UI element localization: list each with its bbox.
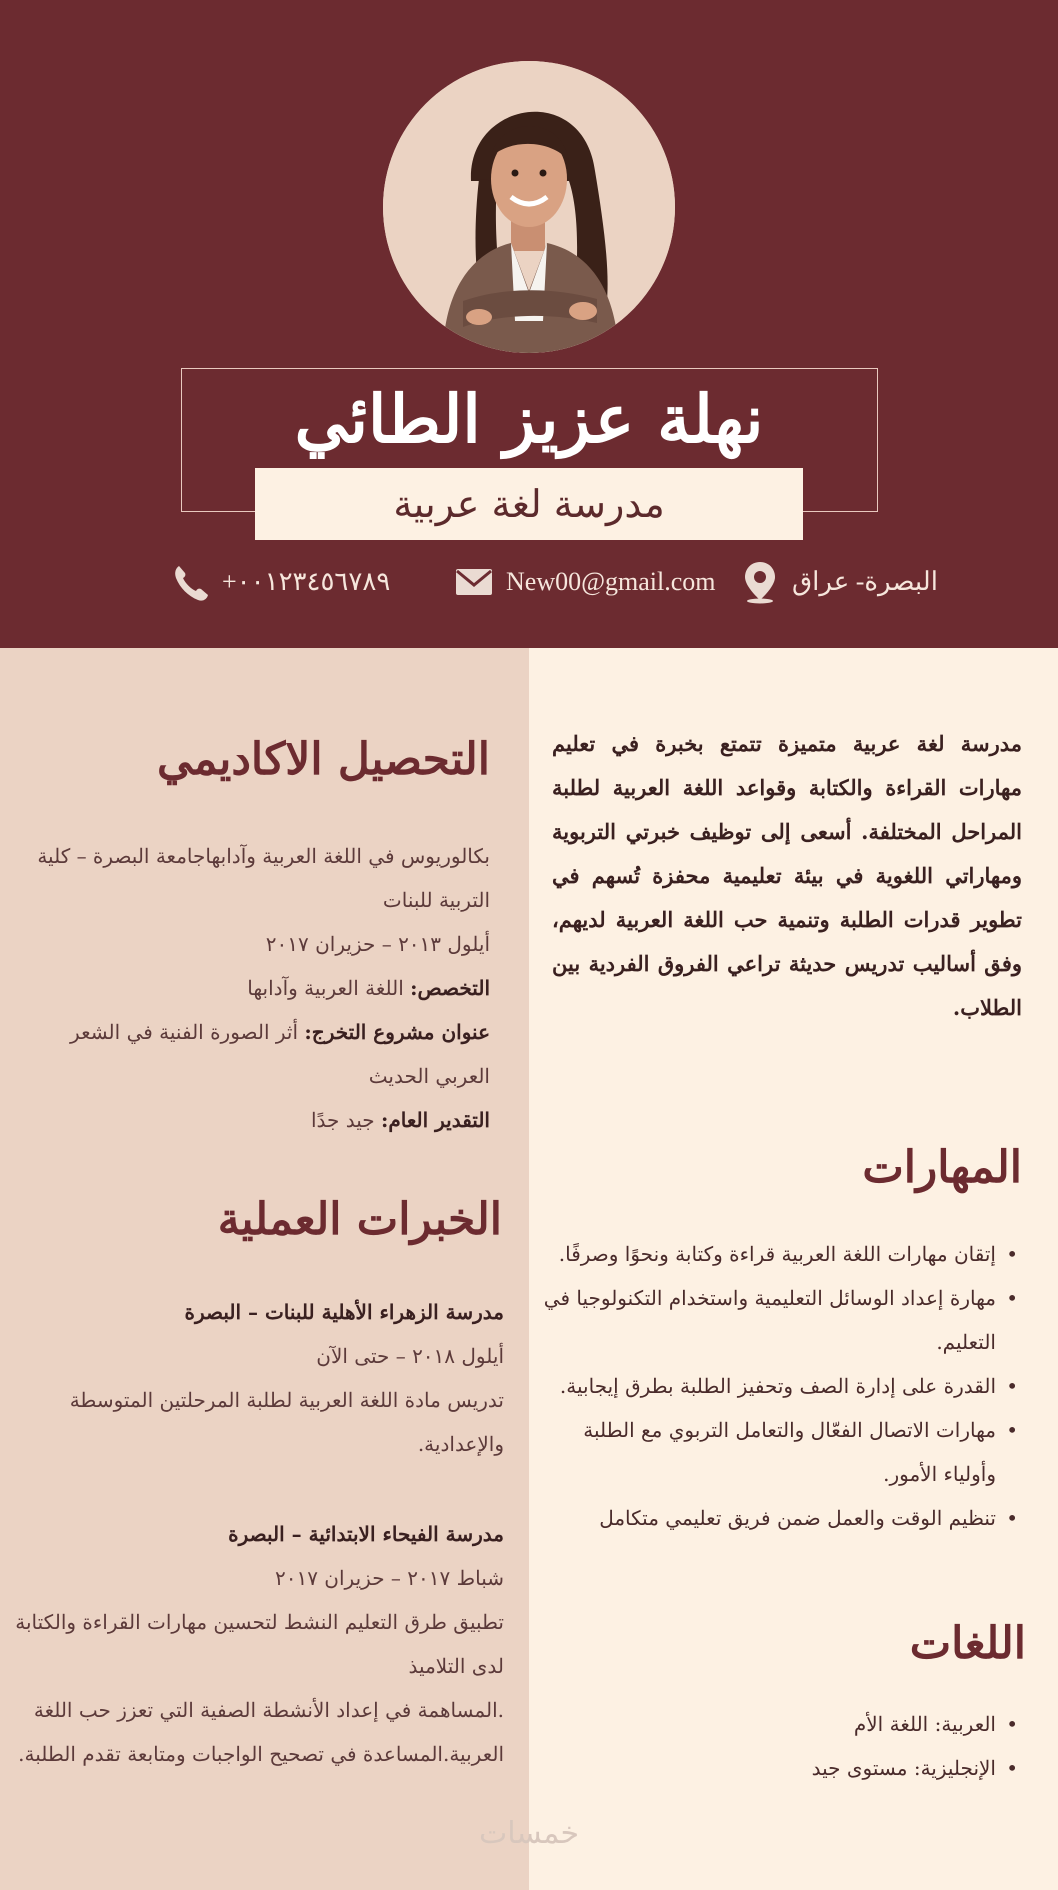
- profile-photo: [383, 61, 675, 353]
- major-value: اللغة العربية وآدابها: [247, 976, 404, 1000]
- email-text[interactable]: New00@gmail.com: [506, 567, 716, 596]
- languages-heading: اللغات: [909, 1618, 1026, 1669]
- grade-label: التقدير العام:: [380, 1108, 490, 1132]
- experience-block: [14, 1290, 504, 1776]
- contact-row: [0, 552, 1058, 612]
- location-text: البصرة- عراق: [792, 567, 938, 596]
- skill-item: • إتقان مهارات اللغة العربية قراءة وكتابة ونحوًا وصرفًا.: [532, 1232, 1022, 1276]
- person-portrait-icon: [383, 61, 675, 353]
- skill-item: • مهارة إعداد الوسائل التعليمية واستخدام التكنولوجيا في التعليم.: [532, 1276, 1022, 1364]
- project-line: [20, 1010, 490, 1098]
- language-item: • العربية: اللغة الأم: [532, 1702, 1022, 1746]
- project-label: عنوان مشروع التخرج:: [304, 1020, 490, 1044]
- job-title: مدرسة لغة عربية: [255, 468, 803, 540]
- job-description: تطبيق طرق التعليم النشط لتحسين مهارات القراءة والكتابة لدى التلاميذ: [15, 1610, 504, 1678]
- skill-item: • تنظيم الوقت والعمل ضمن فريق تعليمي متكامل: [532, 1496, 1022, 1540]
- envelope-icon: [454, 560, 494, 604]
- major-line: [20, 966, 490, 1010]
- education-block: [20, 834, 490, 1142]
- watermark-logo: خمسات: [478, 1816, 580, 1851]
- profile-summary: مدرسة لغة عربية متميزة تتمتع بخبرة في تعليم مهارات القراءة والكتابة وقواعد اللغة العربية لطلبة المراحل المختلفة. أسعى إلى توظيف خبرتي التربوية ومهاراتي اللغوية في بيئة تعليمية محفزة تُسهم في تطوير قدرات الطلبة وتنمية حب اللغة العربية لديهم، وفق أساليب تدريس حديثة تراعي الفروق الفردية بين الطلاب.: [552, 731, 1022, 1020]
- major-label: التخصص:: [410, 976, 490, 1000]
- contact-phone[interactable]: [170, 552, 390, 612]
- phone-text[interactable]: +٠٠١٢٣٤٥٦٧٨٩: [222, 567, 391, 596]
- grade-value: جيد جدًا: [310, 1108, 375, 1132]
- job-employer: مدرسة الزهراء الأهلية للبنات – البصرة: [184, 1300, 504, 1324]
- job-dates: شباط ٢٠١٧ – حزيران ٢٠١٧: [274, 1566, 504, 1590]
- job-dates: أيلول ٢٠١٨ – حتى الآن: [316, 1344, 504, 1368]
- skills-list: [532, 1232, 1022, 1540]
- skills-heading: المهارات: [862, 1142, 1022, 1193]
- job-employer: مدرسة الفيحاء الابتدائية – البصرة: [228, 1522, 504, 1546]
- header-banner: [0, 0, 1058, 648]
- experience-heading: الخبرات العملية: [217, 1194, 502, 1245]
- skill-item: • مهارات الاتصال الفعّال والتعامل التربوي مع الطلبة وأولياء الأمور.: [532, 1408, 1022, 1496]
- contact-location: [740, 552, 938, 612]
- grade-line: [20, 1098, 490, 1142]
- language-item: • الإنجليزية: مستوى جيد: [532, 1746, 1022, 1790]
- job-description: .المساهمة في إعداد الأنشطة الصفية التي تعزز حب اللغة العربية.المساعدة في تصحيح الواجبات ومتابعة تقدم الطلبة.: [18, 1698, 504, 1766]
- project-value: أثر الصورة الفنية في الشعر العربي الحديث: [70, 1020, 490, 1088]
- map-pin-icon: [740, 560, 780, 604]
- degree-text: بكالوريوس في اللغة العربية وآدابهاجامعة البصرة – كلية التربية للبنات: [37, 844, 490, 912]
- languages-list: [532, 1702, 1022, 1790]
- skill-item: • القدرة على إدارة الصف وتحفيز الطلبة بطرق إيجابية.: [532, 1364, 1022, 1408]
- education-heading: التحصيل الاكاديمي: [156, 734, 490, 785]
- full-name: نهلة عزيز الطائي: [294, 380, 764, 458]
- contact-email[interactable]: [454, 552, 716, 612]
- job-description: تدريس مادة اللغة العربية لطلبة المرحلتين المتوسطة والإعدادية.: [69, 1388, 504, 1456]
- education-dates: أيلول ٢٠١٣ – حزيران ٢٠١٧: [265, 932, 490, 956]
- phone-icon: [170, 560, 210, 604]
